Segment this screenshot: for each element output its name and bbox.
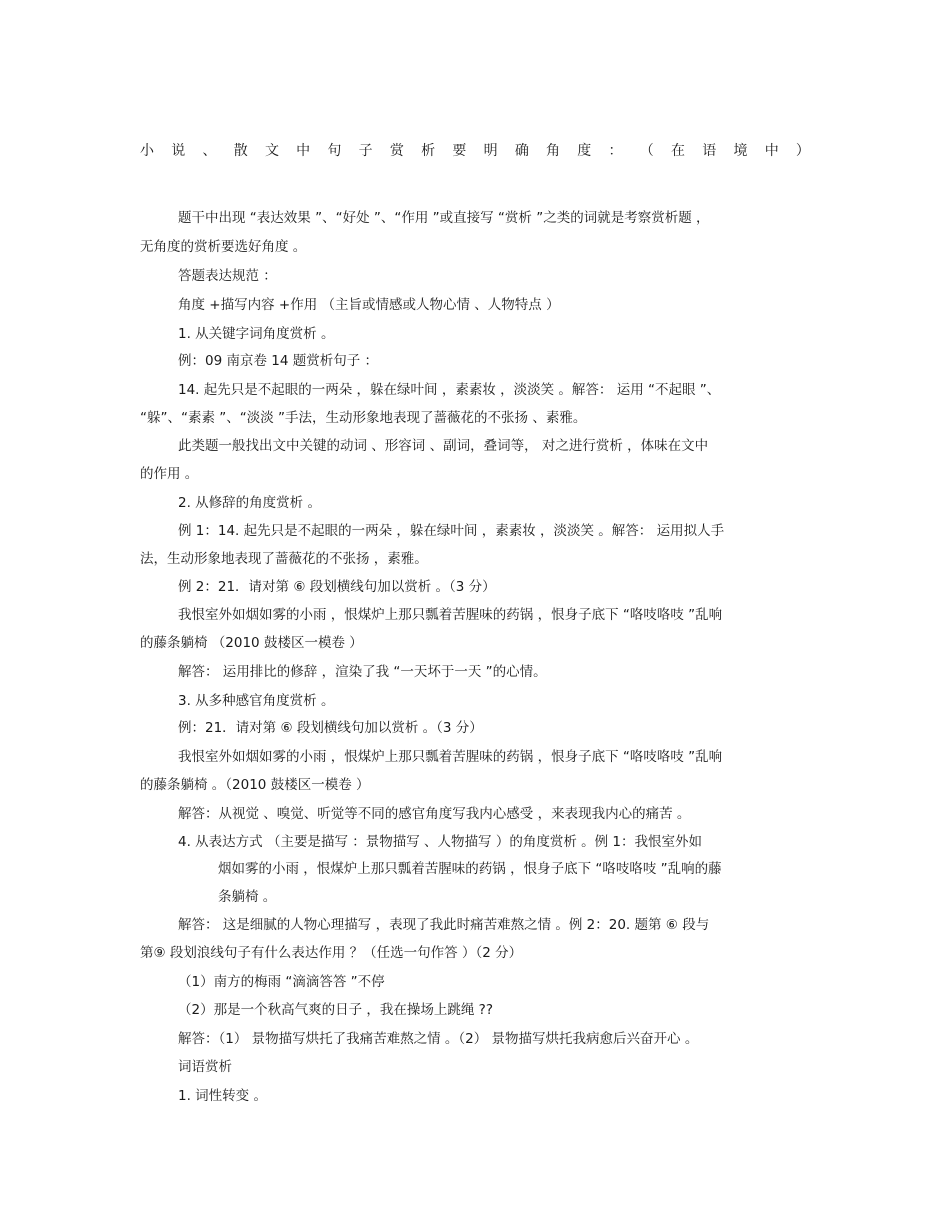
paragraph-line: 14. 起先只是不起眼的一两朵 ，躲在绿叶间 ，素素妆 ，淡淡笑 。解答： 运用 “不起眼 ”、: [178, 382, 721, 398]
title-char: 中: [296, 143, 311, 159]
paragraph-line: 我恨室外如烟如雾的小雨 ，恨煤炉上那只瓢着苦腥味的药锅 ，恨身子底下 “咯吱咯吱 ”乱响: [178, 749, 723, 765]
paragraph-line: 我恨室外如烟如雾的小雨 ，恨煤炉上那只瓢着苦腥味的药锅 ，恨身子底下 “咯吱咯吱 ”乱响: [178, 607, 723, 623]
section-heading: 1. 从关键字词角度赏析 。: [178, 326, 335, 342]
section-heading: 3. 从多种感官角度赏析 。: [178, 693, 335, 709]
paragraph-line: 的藤条躺椅 。（2010 鼓楼区一模卷 ）: [140, 777, 370, 793]
title-char: 析: [421, 143, 436, 159]
paragraph-line: 条躺椅 。: [218, 889, 277, 905]
paragraph-line: 例：21．请对第 ⑥ 段划横线句加以赏析 。（3 分）: [178, 720, 483, 736]
title-char: 度: [577, 143, 592, 159]
title-char: 明: [483, 143, 498, 159]
title-char: 小: [140, 143, 154, 159]
title-char: 中: [764, 143, 779, 159]
paragraph-line: 答题表达规范 ：: [178, 268, 277, 284]
paragraph-line: 的作用 。: [140, 466, 199, 482]
title-char: 境: [733, 143, 748, 159]
paragraph-line: 解答： 运用排比的修辞 ，渲染了我 “一天坏于一天 ”的心情。: [178, 664, 547, 680]
title-char: 句: [327, 143, 342, 159]
paragraph-line: 无角度的赏析要选好角度 。: [140, 239, 307, 255]
section-heading: 2. 从修辞的角度赏析 。: [178, 495, 321, 511]
paragraph-line: 此类题一般找出文中关键的动词 、形容词 、副词，叠词等， 对之进行赏析 ，体味在文中: [178, 438, 709, 454]
paragraph-line: （1）南方的梅雨 “滴滴答答 ”不停: [178, 974, 385, 990]
paragraph-line: 解答：从视觉 、嗅觉、听觉等不同的感官角度写我内心感受 ，来表现我内心的痛苦 。: [178, 806, 691, 822]
page-title: [140, 140, 810, 160]
paragraph-line: 第⑨ 段划浪线句子有什么表达作用 ？（任选一句作答 ）（2 分）: [140, 945, 523, 961]
title-char: 说: [171, 143, 186, 159]
section-heading: 1. 词性转变 。: [178, 1088, 267, 1104]
paragraph-line: 烟如雾的小雨 ，恨煤炉上那只瓢着苦腥味的药锅 ，恨身子底下 “咯吱咯吱 ”乱响的藤: [218, 861, 722, 877]
section-heading: 词语赏析: [178, 1059, 232, 1075]
paragraph-line: （2）那是一个秋高气爽的日子 ，我在操场上跳绳 ??: [178, 1002, 494, 1018]
title-char: 子: [358, 143, 373, 159]
paragraph-line: 的藤条躺椅 （2010 鼓楼区一模卷 ）: [140, 635, 363, 651]
paragraph-line: 例 2：21．请对第 ⑥ 段划横线句加以赏析 。（3 分）: [178, 579, 496, 595]
title-char: ）: [795, 143, 810, 159]
title-char: 确: [514, 143, 529, 159]
title-char: （: [639, 143, 654, 159]
title-char: 、: [202, 143, 217, 159]
title-char: 文: [264, 143, 279, 159]
title-char: 语: [702, 143, 717, 159]
title-char: 在: [670, 143, 685, 159]
paragraph-line: 例：09 南京卷 14 题赏析句子 ：: [178, 353, 379, 369]
title-char: 要: [452, 143, 467, 159]
paragraph-line: 解答： 这是细腻的人物心理描写 ，表现了我此时痛苦难熬之情 。例 2：20. 题第 ⑥ 段与: [178, 917, 710, 933]
paragraph-line: 解答：（1） 景物描写烘托了我痛苦难熬之情 。（2） 景物描写烘托我病愈后兴奋开心 。: [178, 1031, 699, 1047]
paragraph-line: 题干中出现 “表达效果 ”、“好处 ”、“作用 ”或直接写 “赏析 ”之类的词就是考察赏析题 ，: [178, 210, 710, 226]
paragraph-line: 法，生动形象地表现了蔷薇花的不张扬 ，素雅。: [140, 551, 428, 567]
paragraph-line: 例 1：14. 起先只是不起眼的一两朵 ，躲在绿叶间 ，素素妆 ，淡淡笑 。解答： 运用拟人手: [178, 523, 725, 539]
paragraph-line: “躲”、“素素 ”、“淡淡 ”手法，生动形象地表现了蔷薇花的不张扬 、素雅。: [140, 410, 587, 426]
title-char: ：: [608, 143, 623, 159]
title-char: 散: [233, 143, 248, 159]
title-char: 赏: [389, 143, 404, 159]
title-char: 角: [546, 143, 561, 159]
paragraph-line: 角度 +描写内容 +作用 （主旨或情感或人物心情 、人物特点 ）: [178, 297, 560, 313]
section-heading: 4. 从表达方式 （主要是描写 ：景物描写 、人物描写 ）的角度赏析 。例 1：我恨室外如: [178, 834, 703, 850]
